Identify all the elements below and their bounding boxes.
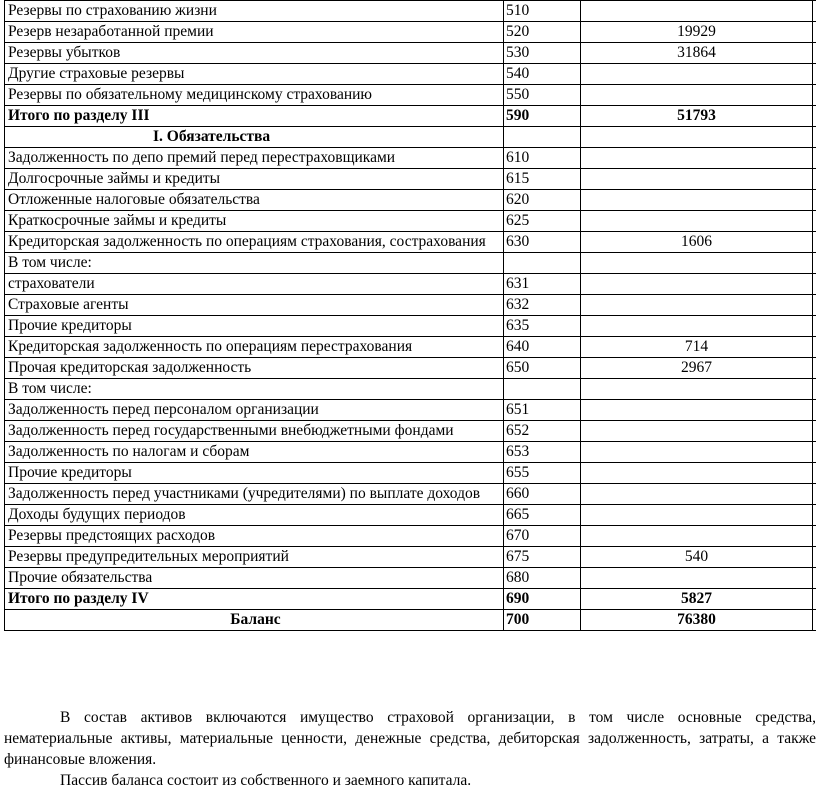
row-label: Кредиторская задолженность по операциям страхования, сострахования — [5, 232, 504, 253]
table-row — [5, 190, 816, 211]
row-label: Резервы предупредительных мероприятий — [5, 547, 504, 568]
row-edge-cell — [813, 22, 816, 43]
balance-sheet-table — [4, 0, 816, 631]
table-row — [5, 316, 816, 337]
row-value — [581, 127, 813, 148]
row-code: 653 — [504, 442, 581, 463]
row-label: Итого по разделу IV — [5, 589, 504, 610]
row-value — [581, 190, 813, 211]
row-value — [581, 211, 813, 232]
row-code: 640 — [504, 337, 581, 358]
row-label: В том числе: — [5, 379, 504, 400]
row-value — [581, 64, 813, 85]
row-label: Долгосрочные займы и кредиты — [5, 169, 504, 190]
row-edge-cell — [813, 316, 816, 337]
row-edge-cell — [813, 526, 816, 547]
row-label: Итого по разделу III — [5, 106, 504, 127]
row-edge-cell — [813, 169, 816, 190]
row-code: 660 — [504, 484, 581, 505]
row-value — [581, 463, 813, 484]
row-edge-cell — [813, 64, 816, 85]
row-code: 665 — [504, 505, 581, 526]
row-label: Задолженность по депо премий перед перестраховщиками — [5, 148, 504, 169]
row-value — [581, 421, 813, 442]
row-edge-cell — [813, 421, 816, 442]
row-code: 615 — [504, 169, 581, 190]
row-value — [581, 316, 813, 337]
row-value: 5827 — [581, 589, 813, 610]
row-edge-cell — [813, 400, 816, 421]
row-code — [504, 379, 581, 400]
row-value — [581, 169, 813, 190]
row-value: 2967 — [581, 358, 813, 379]
row-value: 31864 — [581, 43, 813, 64]
row-label: Кредиторская задолженность по операциям перестрахования — [5, 337, 504, 358]
row-code: 520 — [504, 22, 581, 43]
row-edge-cell — [813, 337, 816, 358]
row-label: Задолженность по налогам и сборам — [5, 442, 504, 463]
row-code: 651 — [504, 400, 581, 421]
row-label: Доходы будущих периодов — [5, 505, 504, 526]
row-code: 670 — [504, 526, 581, 547]
row-label: Прочие обязательства — [5, 568, 504, 589]
row-value: 19929 — [581, 22, 813, 43]
row-code: 590 — [504, 106, 581, 127]
row-edge-cell — [813, 484, 816, 505]
row-edge-cell — [813, 442, 816, 463]
row-label: Прочие кредиторы — [5, 463, 504, 484]
table-row — [5, 274, 816, 295]
row-label: Задолженность перед участниками (учредителями) по выплате доходов — [5, 484, 504, 505]
row-value — [581, 379, 813, 400]
row-code: 610 — [504, 148, 581, 169]
row-code: 620 — [504, 190, 581, 211]
row-label: Задолженность перед государственными внебюджетными фондами — [5, 421, 504, 442]
row-edge-cell — [813, 358, 816, 379]
row-edge-cell — [813, 85, 816, 106]
table-row — [5, 253, 816, 274]
table-row — [5, 169, 816, 190]
table-row — [5, 610, 816, 631]
row-edge-cell — [813, 232, 816, 253]
row-code: 675 — [504, 547, 581, 568]
row-value — [581, 505, 813, 526]
row-label: Резервы по страхованию жизни — [5, 1, 504, 22]
row-edge-cell — [813, 379, 816, 400]
row-value — [581, 85, 813, 106]
row-value: 540 — [581, 547, 813, 568]
row-value: 714 — [581, 337, 813, 358]
row-label: Баланс — [5, 610, 504, 631]
row-edge-cell — [813, 505, 816, 526]
row-edge-cell — [813, 211, 816, 232]
row-label: страхователи — [5, 274, 504, 295]
table-row — [5, 295, 816, 316]
row-edge-cell — [813, 43, 816, 64]
row-edge-cell — [813, 589, 816, 610]
table-row — [5, 484, 816, 505]
table-row — [5, 505, 816, 526]
row-code: 680 — [504, 568, 581, 589]
row-edge-cell — [813, 1, 816, 22]
row-label: I. Обязательства — [5, 127, 504, 148]
row-code: 632 — [504, 295, 581, 316]
row-value — [581, 526, 813, 547]
row-code — [504, 253, 581, 274]
table-row — [5, 421, 816, 442]
table-row — [5, 1, 816, 22]
table-row — [5, 64, 816, 85]
row-code — [504, 127, 581, 148]
row-value — [581, 400, 813, 421]
row-label: В том числе: — [5, 253, 504, 274]
row-value — [581, 295, 813, 316]
balance-sheet-rows — [5, 1, 816, 631]
row-label: Страховые агенты — [5, 295, 504, 316]
row-value: 51793 — [581, 106, 813, 127]
table-row — [5, 85, 816, 106]
row-code: 540 — [504, 64, 581, 85]
row-edge-cell — [813, 295, 816, 316]
row-label: Отложенные налоговые обязательства — [5, 190, 504, 211]
row-value: 76380 — [581, 610, 813, 631]
row-code: 530 — [504, 43, 581, 64]
row-value — [581, 1, 813, 22]
row-value — [581, 253, 813, 274]
text-block — [4, 707, 816, 791]
row-code: 625 — [504, 211, 581, 232]
table-row — [5, 127, 816, 148]
row-value: 1606 — [581, 232, 813, 253]
row-edge-cell — [813, 127, 816, 148]
row-label: Резервы убытков — [5, 43, 504, 64]
table-row — [5, 568, 816, 589]
row-edge-cell — [813, 547, 816, 568]
row-edge-cell — [813, 190, 816, 211]
row-edge-cell — [813, 568, 816, 589]
row-value — [581, 274, 813, 295]
table-row — [5, 526, 816, 547]
row-label: Прочие кредиторы — [5, 316, 504, 337]
table-row — [5, 442, 816, 463]
row-code: 635 — [504, 316, 581, 337]
table-row — [5, 379, 816, 400]
table-row — [5, 337, 816, 358]
row-code: 631 — [504, 274, 581, 295]
row-label: Задолженность перед персоналом организации — [5, 400, 504, 421]
row-edge-cell — [813, 274, 816, 295]
row-code: 550 — [504, 85, 581, 106]
table-row — [5, 22, 816, 43]
row-value — [581, 148, 813, 169]
row-code: 510 — [504, 1, 581, 22]
row-edge-cell — [813, 106, 816, 127]
row-code: 650 — [504, 358, 581, 379]
row-label: Резервы по обязательному медицинскому страхованию — [5, 85, 504, 106]
row-value — [581, 568, 813, 589]
table-row — [5, 547, 816, 568]
row-code: 652 — [504, 421, 581, 442]
row-edge-cell — [813, 253, 816, 274]
table-row — [5, 148, 816, 169]
row-label: Другие страховые резервы — [5, 64, 504, 85]
row-edge-cell — [813, 148, 816, 169]
table-row — [5, 463, 816, 484]
row-label: Резерв незаработанной премии — [5, 22, 504, 43]
table-row — [5, 211, 816, 232]
table-row — [5, 400, 816, 421]
row-code: 700 — [504, 610, 581, 631]
row-label: Краткосрочные займы и кредиты — [5, 211, 504, 232]
row-code: 690 — [504, 589, 581, 610]
row-label: Резервы предстоящих расходов — [5, 526, 504, 547]
row-value — [581, 442, 813, 463]
row-edge-cell — [813, 610, 816, 631]
row-value — [581, 484, 813, 505]
row-code: 630 — [504, 232, 581, 253]
paragraph-liabilities: Пассив баланса состоит из собственного и заемного капитала. — [4, 770, 816, 791]
row-code: 655 — [504, 463, 581, 484]
table-row — [5, 232, 816, 253]
row-edge-cell — [813, 463, 816, 484]
table-row — [5, 106, 816, 127]
row-label: Прочая кредиторская задолженность — [5, 358, 504, 379]
paragraph-assets: В состав активов включаются имущество страховой организации, в том числе основные средства, нематериальные активы, материальные ценности, денежные средства, дебиторская задолженность, затраты, а также финансовые вложения. — [4, 707, 816, 770]
table-row — [5, 43, 816, 64]
table-row — [5, 589, 816, 610]
table-row — [5, 358, 816, 379]
